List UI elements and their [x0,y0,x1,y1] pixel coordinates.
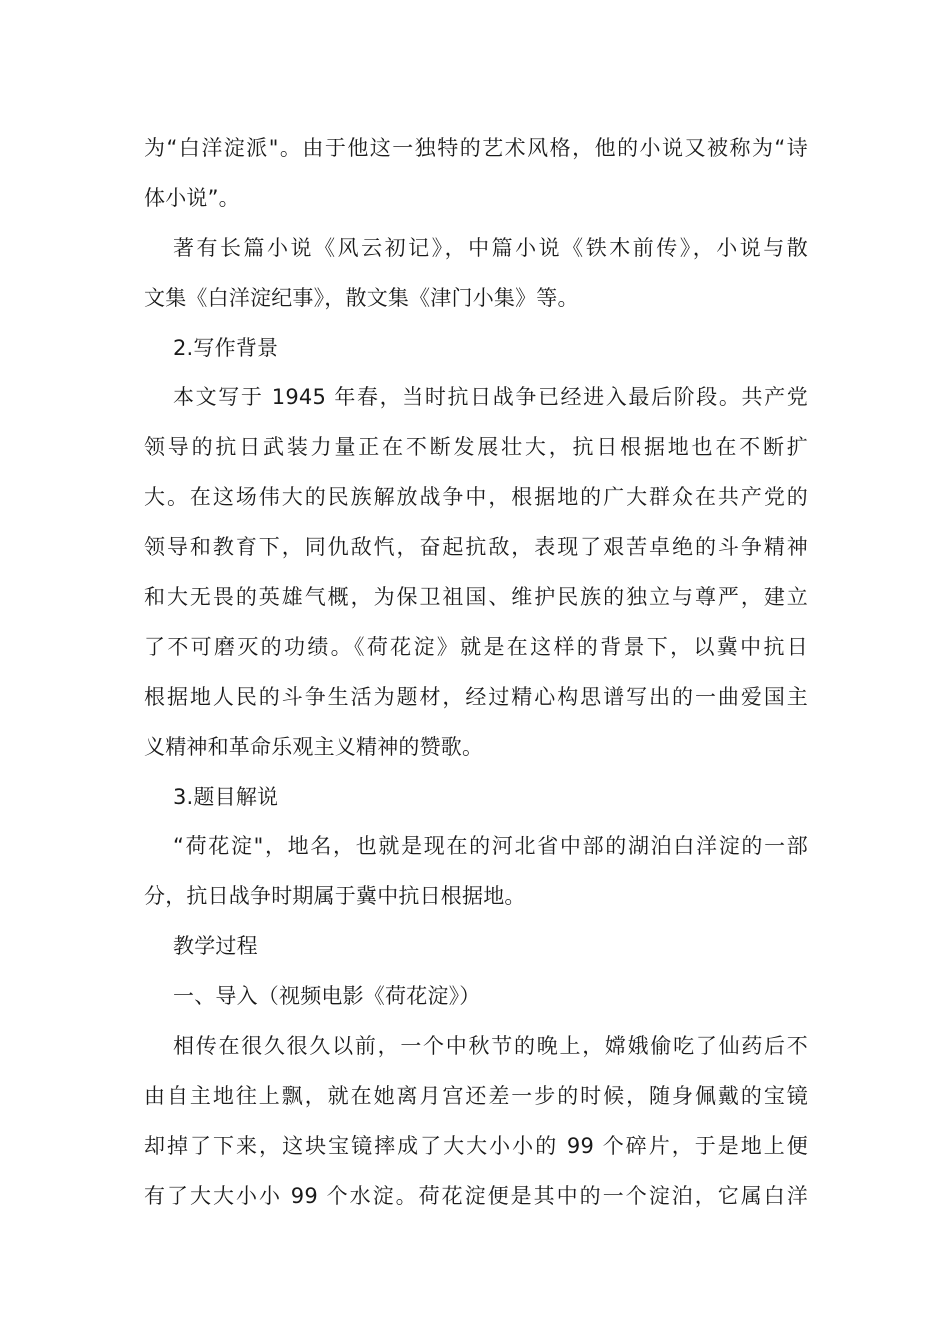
section-heading: 教学过程 [173,934,258,959]
text-line: 却掉了下来，这块宝镜摔成了大大小小的 99 个碎片，于是地上便 [144,1133,808,1158]
text-line: 和大无畏的英雄气概，为保卫祖国、维护民族的独立与尊严，建立 [144,585,808,610]
text-line: 义精神和革命乐观主义精神的赞歌。 [144,734,484,759]
section-heading: 2.写作背景 [173,335,279,360]
section-heading: 一、导入（视频电影《荷花淀》） [173,984,481,1009]
text-line: 文集《白洋淀纪事》，散文集《津门小集》等。 [144,285,579,310]
paragraph-start-line: 著有长篇小说《风云初记》，中篇小说《铁木前传》，小说与散 [173,235,808,260]
text-line: 有了大大小小 99 个水淀。荷花淀便是其中的一个淀泊，它属白洋 [144,1183,808,1208]
text-line: 由自主地往上飘，就在她离月宫还差一步的时候，随身佩戴的宝镜 [144,1083,808,1108]
paragraph-start-line: “荷花淀"，地名，也就是现在的河北省中部的湖泊白洋淀的一部 [173,834,808,859]
text-line: 领导和教育下，同仇敌忾，奋起抗敌，表现了艰苦卓绝的斗争精神 [144,535,808,560]
text-line: 为“白洋淀派"。由于他这一独特的艺术风格，他的小说又被称为“诗 [144,136,808,160]
text-line: 领导的抗日武装力量正在不断发展壮大，抗日根据地也在不断扩 [144,435,808,460]
text-line: 根据地人民的斗争生活为题材，经过精心构思谱写出的一曲爱国主 [144,684,808,709]
text-line: 体小说”。 [144,185,240,210]
text-line: 大。在这场伟大的民族解放战争中，根据地的广大群众在共产党的 [144,485,808,510]
paragraph-start-line: 相传在很久很久以前，一个中秋节的晚上，嫦娥偷吃了仙药后不 [173,1034,808,1059]
paragraph-start-line: 本文写于 1945 年春，当时抗日战争已经进入最后阶段。共产党 [173,385,808,410]
document-body [144,124,808,1222]
text-line: 分，抗日战争时期属于冀中抗日根据地。 [144,884,526,909]
section-heading: 3.题目解说 [173,784,279,809]
text-line: 了不可磨灭的功绩。《荷花淀》就是在这样的背景下，以冀中抗日 [144,634,808,659]
